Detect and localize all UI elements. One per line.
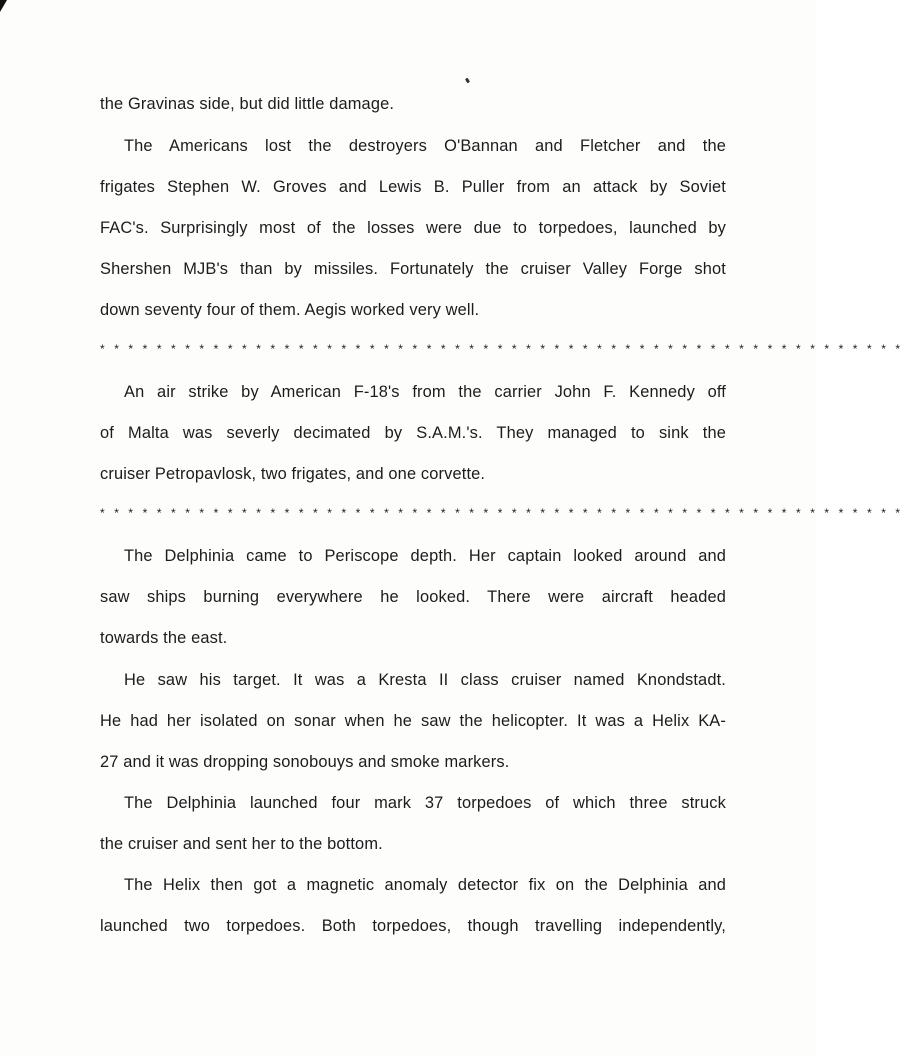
text-line: 27 and it was dropping sonobouys and smoke markers. bbox=[100, 753, 510, 771]
paragraph-start-line: The Delphinia launched four mark 37 torpedoes of which three struck bbox=[124, 794, 726, 812]
text-line: FAC's. Surprisingly most of the losses were due to torpedoes, launched by bbox=[100, 219, 726, 237]
paragraph-start-line: He saw his target. It was a Kresta II class cruiser named Knondstadt. bbox=[124, 671, 726, 689]
text-line: cruiser Petropavlosk, two frigates, and one corvette. bbox=[100, 465, 486, 483]
paragraph-start-line: The Helix then got a magnetic anomaly detector fix on the Delphinia and bbox=[124, 876, 726, 894]
text-line: the cruiser and sent her to the bottom. bbox=[100, 835, 383, 853]
text-line: frigates Stephen W. Groves and Lewis B. Puller from an attack by Soviet bbox=[100, 178, 726, 196]
text-line: of Malta was severly decimated by S.A.M.'s. They managed to sink the bbox=[100, 424, 726, 442]
text-line: down seventy four of them. Aegis worked very well. bbox=[100, 301, 480, 319]
text-line: launched two torpedoes. Both torpedoes, though travelling independently, bbox=[100, 917, 726, 935]
text-line: saw ships burning everywhere he looked. There were aircraft headed bbox=[100, 588, 726, 606]
text-line: the Gravinas side, but did little damage. bbox=[100, 95, 395, 113]
scan-speck bbox=[465, 78, 470, 84]
paragraph-start-line: The Americans lost the destroyers O'Bannan and Fletcher and the bbox=[124, 137, 726, 155]
section-separator: * * * * * * * * * * * * * * * * * * * * * * * * * * * * * * * * * * * * * * * * * * * * * * * * * * * * * * * * * bbox=[100, 342, 903, 356]
text-line: towards the east. bbox=[100, 629, 228, 647]
paragraph-start-line: An air strike by American F-18's from the carrier John F. Kennedy off bbox=[124, 383, 726, 401]
paragraph-start-line: The Delphinia came to Periscope depth. Her captain looked around and bbox=[124, 547, 726, 565]
text-line: He had her isolated on sonar when he saw the helicopter. It was a Helix KA- bbox=[100, 712, 726, 730]
text-line: Shershen MJB's than by missiles. Fortunately the cruiser Valley Forge shot bbox=[100, 260, 726, 278]
section-separator: * * * * * * * * * * * * * * * * * * * * * * * * * * * * * * * * * * * * * * * * * * * * * * * * * * * * * * * * * bbox=[100, 506, 903, 520]
scan-corner-mark bbox=[0, 0, 7, 12]
